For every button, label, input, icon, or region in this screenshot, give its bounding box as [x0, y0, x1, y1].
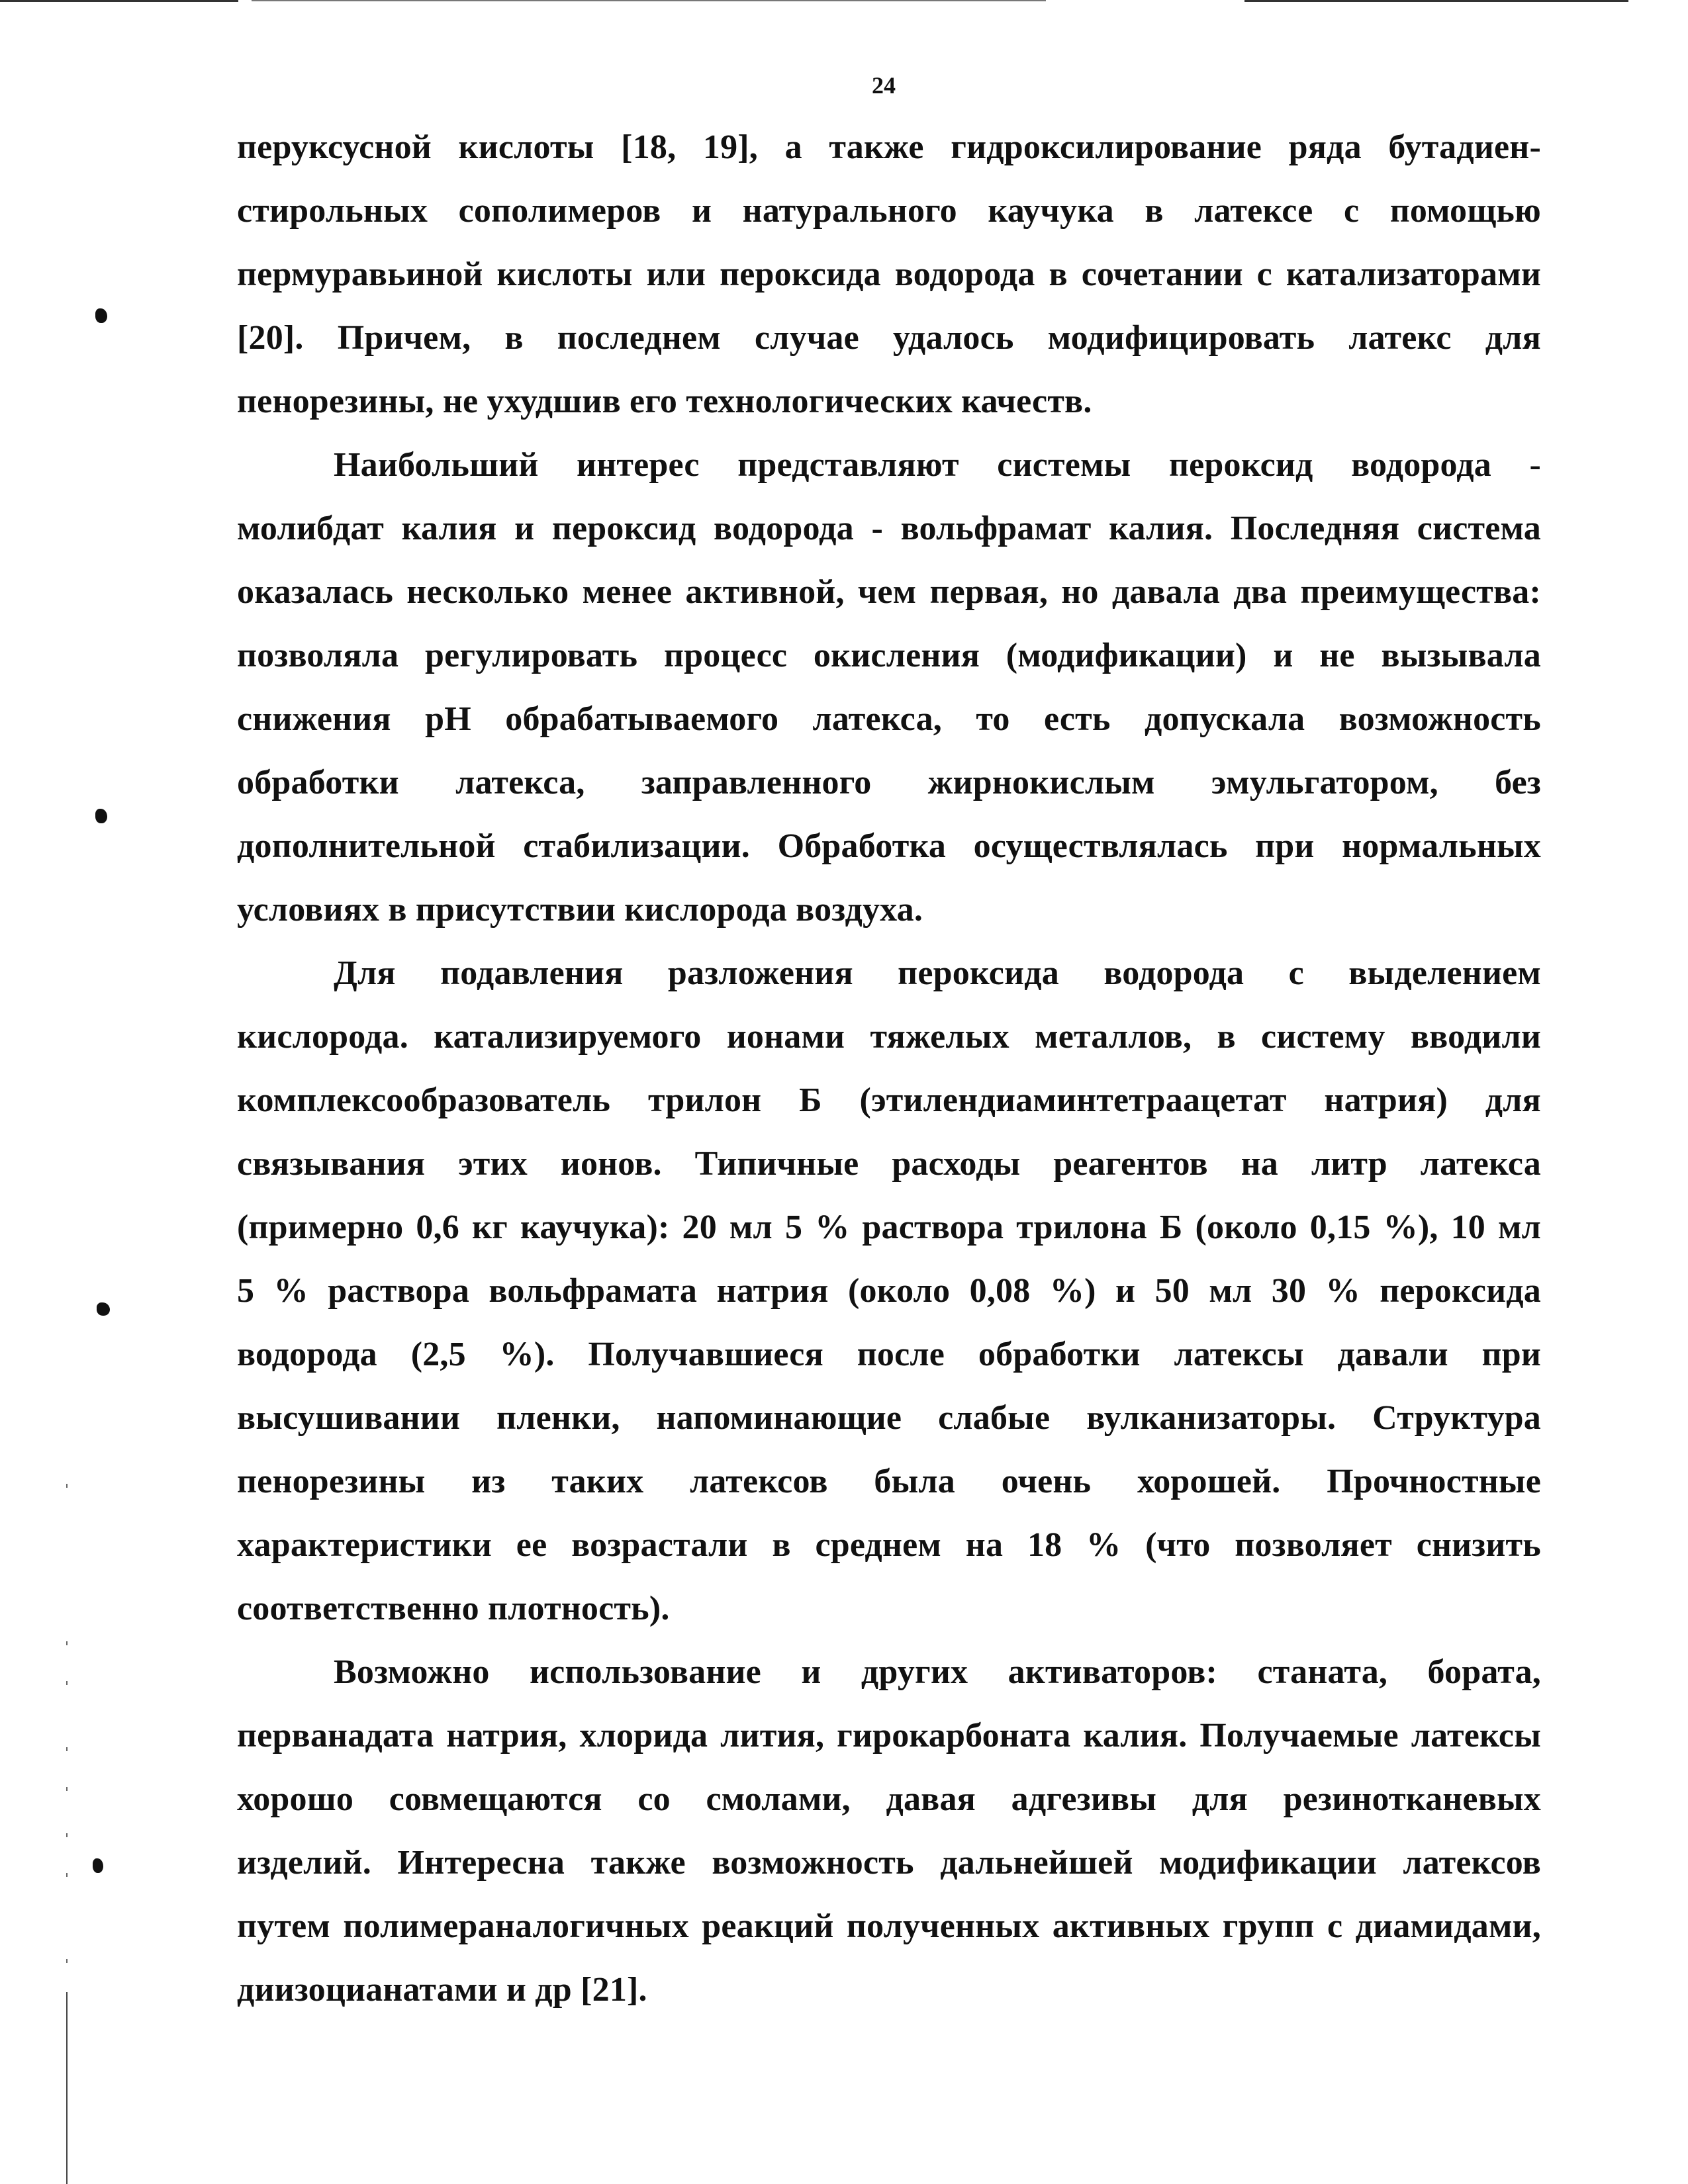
scan-speck	[66, 1959, 68, 1963]
top-rule-right	[1244, 0, 1628, 2]
text-line: условиях в присутствии кислорода воздуха.	[237, 891, 923, 929]
text-line: хорошо совмещаются со смолами, давая адгезивы для резинотканевых	[237, 1780, 1541, 1818]
scan-speck	[66, 1873, 68, 1877]
text-line: 5 % раствора вольфрамата натрия (около 0,08 %) и 50 мл 30 % пероксида	[237, 1272, 1541, 1310]
text-line: дополнительной стабилизации. Обработка осуществлялась при нормальных	[237, 827, 1541, 865]
text-line: диизоцианатами и др [21].	[237, 1971, 647, 2009]
binder-hole-mark	[95, 308, 107, 323]
text-line: водорода (2,5 %). Получавшиеся после обработки латексы давали при	[237, 1336, 1541, 1373]
text-line: [20]. Причем, в последнем случае удалось модифицировать латекс для	[237, 319, 1541, 357]
text-line: пермуравьиной кислоты или пероксида водорода в сочетании с катализаторами	[237, 255, 1541, 293]
scan-speck	[66, 1681, 68, 1685]
text-line: обработки латекса, заправленного жирнокислым эмульгатором, без	[237, 764, 1541, 801]
text-line: (примерно 0,6 кг каучука): 20 мл 5 % раствора трилона Б (около 0,15 %), 10 мл	[237, 1208, 1541, 1246]
text-line: комплексообразователь трилон Б (этилендиаминтетраацетат натрия) для	[237, 1081, 1541, 1119]
text-line: кислорода. катализируемого ионами тяжелых металлов, в систему вводили	[237, 1018, 1541, 1056]
text-line: молибдат калия и пероксид водорода - вольфрамат калия. Последняя система	[237, 510, 1541, 547]
text-line: соответственно плотность).	[237, 1590, 670, 1627]
text-line: пенорезины из таких латексов была очень хорошей. Прочностные	[237, 1463, 1541, 1500]
text-line: снижения рН обрабатываемого латекса, то есть допускала возможность	[237, 700, 1541, 738]
top-rule-center	[252, 0, 1046, 1]
page-number: 24	[872, 72, 896, 99]
scan-speck	[66, 1833, 68, 1837]
text-line: изделий. Интересна также возможность дальнейшей модификации латексов	[237, 1844, 1541, 1882]
binding-edge-line	[66, 1992, 68, 2184]
text-line: стирольных сополимеров и натурального каучука в латексе с помощью	[237, 192, 1541, 230]
text-line: Для подавления разложения пероксида водорода с выделением	[334, 954, 1541, 992]
binder-hole-mark	[97, 1302, 110, 1316]
body-text	[237, 116, 1541, 2022]
top-rule-left	[0, 0, 238, 2]
text-line: оказалась несколько менее активной, чем первая, но давала два преимущества:	[237, 573, 1541, 611]
scan-speck	[66, 1484, 68, 1488]
binder-hole-mark	[95, 809, 107, 823]
text-line: Наибольший интерес представляют системы пероксид водорода -	[334, 446, 1541, 484]
text-line: характеристики ее возрастали в среднем на 18 % (что позволяет снизить	[237, 1526, 1541, 1564]
text-line: позволяла регулировать процесс окисления (модификации) и не вызывала	[237, 637, 1541, 674]
scan-speck	[66, 1787, 68, 1791]
text-line: перванадата натрия, хлорида лития, гирокарбоната калия. Получаемые латексы	[237, 1717, 1541, 1754]
scan-speck	[66, 1747, 68, 1751]
text-line: связывания этих ионов. Типичные расходы реагентов на литр латекса	[237, 1145, 1541, 1183]
text-line: высушивании пленки, напоминающие слабые вулканизаторы. Структура	[237, 1399, 1541, 1437]
text-line: перуксусной кислоты [18, 19], а также гидроксилирование ряда бутадиен-	[237, 128, 1541, 166]
text-line: путем полимераналогичных реакций полученных активных групп с диамидами,	[237, 1907, 1541, 1945]
text-line: Возможно использование и других активаторов: станата, бората,	[334, 1653, 1541, 1691]
binder-hole-mark	[93, 1858, 103, 1873]
scan-speck	[66, 1641, 68, 1645]
text-line: пенорезины, не ухудшив его технологических качеств.	[237, 383, 1092, 420]
